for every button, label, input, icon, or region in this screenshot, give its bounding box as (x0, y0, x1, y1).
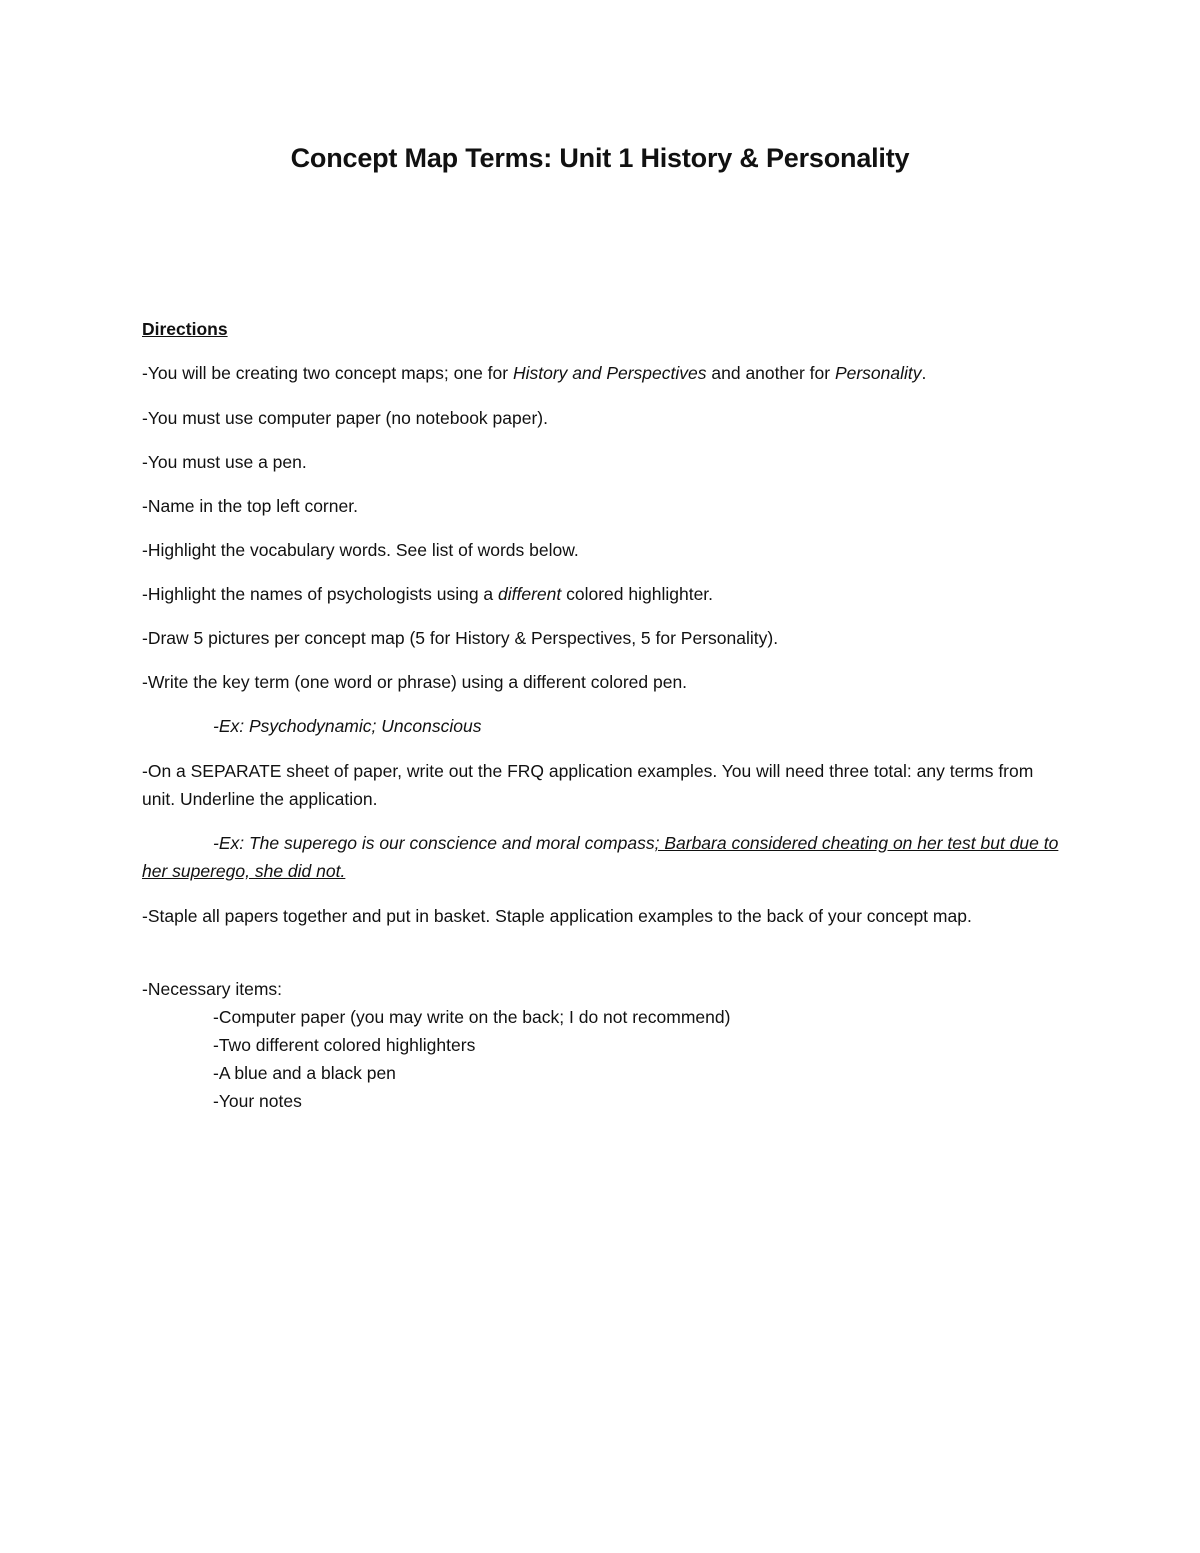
line6-text-c: colored highlighter. (561, 584, 714, 604)
example-1-text: -Ex: Psychodynamic; Unconscious (213, 716, 482, 736)
line1-history: History and Perspectives (512, 363, 707, 383)
line6-different: different (498, 584, 562, 604)
direction-line-1 (142, 359, 1062, 387)
necessary-items-heading: -Necessary items: (142, 979, 283, 999)
necessary-item: -Two different colored highlighters (213, 1035, 476, 1055)
directions-heading: Directions (142, 319, 228, 339)
direction-line-10: -Staple all papers together and put in basket. Staple application examples to the back of your concept map. (142, 906, 972, 926)
example-2 (142, 829, 1062, 885)
line1-text-c: and another for (706, 363, 835, 383)
necessary-item: -A blue and a black pen (213, 1063, 396, 1083)
page-title: Concept Map Terms: Unit 1 History & Personality (290, 143, 910, 173)
direction-line-3: -You must use a pen. (142, 452, 307, 472)
direction-line-8: -Write the key term (one word or phrase) using a different colored pen. (142, 672, 688, 692)
direction-line-6 (142, 580, 1062, 608)
line1-personality: Personality (834, 363, 922, 383)
direction-line-4: -Name in the top left corner. (142, 496, 358, 516)
line1-text-a: -You will be creating two concept maps; one for (142, 363, 513, 383)
line6-text-a: -Highlight the names of psychologists using a (142, 584, 499, 604)
example-2-application: ; Barbara considered cheating on her test but due to her superego, she did not. (142, 833, 1059, 881)
direction-line-2: -You must use computer paper (no notebook paper). (142, 408, 548, 428)
necessary-item: -Computer paper (you may write on the back; I do not recommend) (213, 1007, 731, 1027)
line1-text-e: . (921, 363, 927, 383)
example-2-text: -Ex: The superego is our conscience and moral compass (213, 833, 655, 853)
direction-line-5: -Highlight the vocabulary words. See list of words below. (142, 540, 579, 560)
direction-line-9: -On a SEPARATE sheet of paper, write out the FRQ application examples. You will need three total: any terms from unit. Underline the application. (142, 761, 1034, 809)
direction-line-7: -Draw 5 pictures per concept map (5 for History & Perspectives, 5 for Personality). (142, 628, 779, 648)
necessary-item: -Your notes (213, 1091, 302, 1111)
example-1 (213, 712, 1063, 740)
